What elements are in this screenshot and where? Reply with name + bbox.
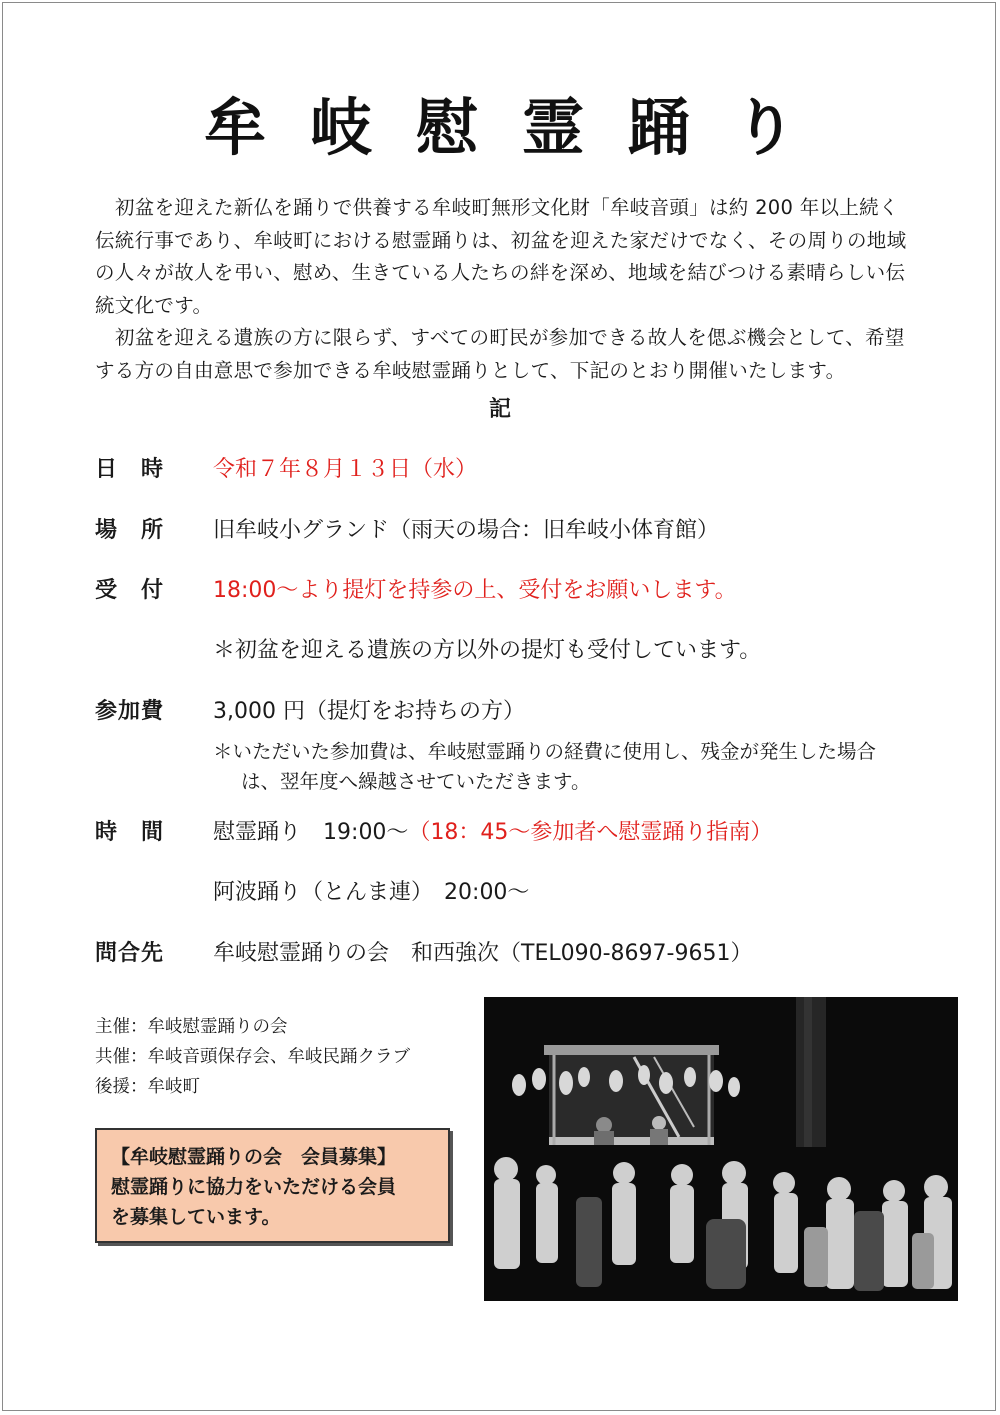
ki-heading: 記 [488,397,511,422]
place-label: 場 所 [95,518,165,543]
irei-note: （18：45～参加者へ慰霊踊り指南） [408,820,773,845]
contact-label: 問合先 [95,941,165,966]
fee-note-line-1: ＊いただいた参加費は、牟岐慰霊踊りの経費に使用し、残金が発生した場合 [213,740,877,763]
irei-name: 慰霊踊り [213,820,302,845]
irei-time: 19:00～ [323,820,409,845]
reception-label: 受 付 [95,578,165,603]
awa-name: 阿波踊り（とんま連） [213,880,423,905]
fee-note-line-2: は、翌年度へ繰越させていただきます。 [241,770,591,793]
irei-schedule [213,815,772,846]
host: 主催：牟岐慰霊踊りの会 [95,1017,288,1037]
page-title: 牟岐慰霊踊り [203,91,840,164]
intro-paragraph-2: 初盆を迎える遺族の方に限らず、すべての町民が参加できる故人を偲ぶ機会として、希望する方の自由意思で参加できる牟岐慰霊踊りとして、下記のとおり開催いたします。 [95,326,905,382]
cohost: 共催：牟岐音頭保存会、牟岐民踊クラブ [95,1047,410,1067]
recruit-box [95,1128,450,1243]
fee-note [213,737,876,797]
awa-time: 20:00～ [444,880,530,905]
recruit-heading: 【牟岐慰霊踊りの会 会員募集】 [111,1146,397,1168]
sponsors [95,1012,410,1102]
reception-value: 18:00～より提灯を持参の上、受付をお願いします。 [213,578,737,603]
intro-paragraph-1: 初盆を迎えた新仏を踊りで供養する牟岐町無形文化財「牟岐音頭」は約 200 年以上続く伝統行事であり、牟岐町における慰霊踊りは、初盆を迎えた家だけでなく、その周りの地域の人々が故人を弔い、慰め、生きている人たちの絆を深め、地域を結びつける素晴らしい伝統文化です。 [95,196,907,317]
date-label: 日 時 [95,457,165,482]
recruit-line-2: を募集しています。 [111,1206,281,1228]
support: 後援：牟岐町 [95,1077,200,1097]
intro-text [95,192,910,387]
fee-value: 3,000 円（提灯をお持ちの方） [213,699,525,724]
festival-photo [484,997,958,1301]
time-label: 時 間 [95,820,165,845]
fee-label: 参加費 [95,699,165,724]
reception-note: ＊初盆を迎える遺族の方以外の提灯も受付しています。 [213,638,762,663]
place-value: 旧牟岐小グランド（雨天の場合：旧牟岐小体育館） [213,518,720,543]
awa-schedule [213,875,529,906]
festival-photo-drawing [484,997,958,1301]
recruit-line-1: 慰霊踊りに協力をいただける会員 [111,1176,397,1198]
contact-value: 牟岐慰霊踊りの会 和西強次（TEL090-8697-9651） [213,941,753,966]
date-value: 令和７年８月１３日（水） [213,457,478,482]
